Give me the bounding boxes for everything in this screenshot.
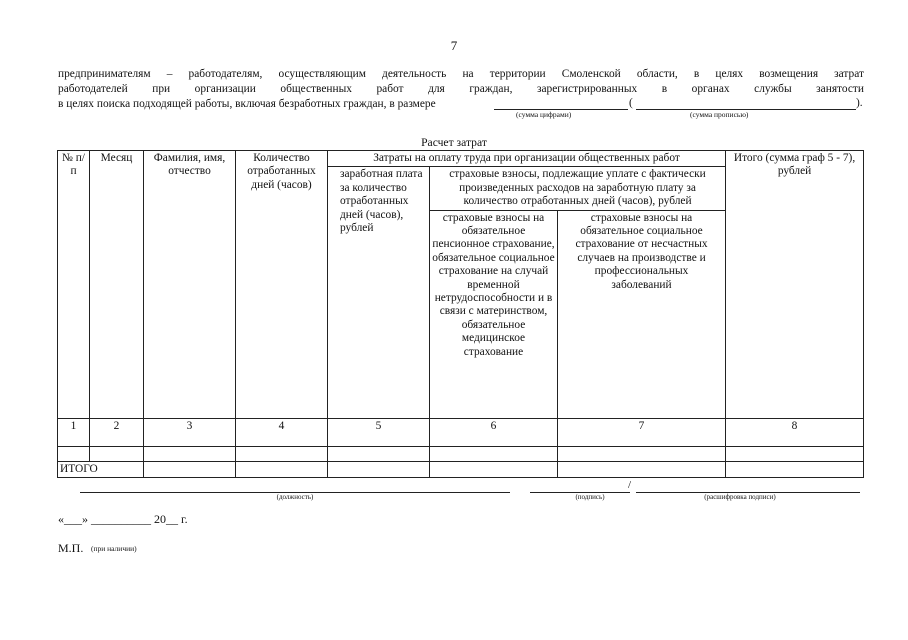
- header-name: Фамилия, имя, отчество: [144, 151, 236, 419]
- caption-sum-digits: (сумма цифрами): [516, 110, 572, 119]
- header-month: Месяц: [90, 151, 144, 419]
- empty-cell: [430, 461, 558, 477]
- empty-cell: [558, 446, 726, 461]
- header-costs: Затраты на оплату труда при организации общественных работ: [328, 151, 726, 167]
- total-row: [58, 461, 864, 477]
- paren-close: ).: [856, 97, 863, 109]
- col-number: 5: [328, 418, 430, 446]
- empty-cell: [430, 446, 558, 461]
- signature-slash: /: [628, 479, 632, 491]
- empty-cell: [726, 446, 864, 461]
- empty-cell: [236, 461, 328, 477]
- col-number: 3: [144, 418, 236, 446]
- header-contrib-accident: страховые взносы на обязательное социальное страхование от несчастных случаев на производстве и профессиональных заболеваний: [558, 210, 726, 418]
- col-number: 1: [58, 418, 90, 446]
- table-title: Расчет затрат: [421, 136, 487, 149]
- caption-position: (должность): [276, 493, 314, 501]
- empty-cell: [144, 461, 236, 477]
- empty-cell: [144, 446, 236, 461]
- empty-cell: [328, 446, 430, 461]
- empty-cell: [328, 461, 430, 477]
- table-row: [58, 446, 864, 461]
- header-contrib-pension: страховые взносы на обязательное пенсионное страхование, обязательное социальное страхование на случай временной нетрудоспособности и в связи с материнством, обязательное медицинское страхование: [430, 210, 558, 418]
- total-row-label: ИТОГО: [58, 461, 144, 477]
- empty-cell: [90, 446, 144, 461]
- intro-line-1: предпринимателям – работодателям, осуществляющим деятельность на территории Смоленской области, в целях возмещения затрат: [58, 68, 864, 80]
- stamp-note: (при наличии): [91, 544, 137, 553]
- caption-signature: (подпись): [575, 493, 605, 501]
- date-line: «___» __________ 20__ г.: [58, 512, 188, 526]
- cost-table: [57, 150, 864, 478]
- col-number: 6: [430, 418, 558, 446]
- header-total: Итого (сумма граф 5 - 7), рублей: [726, 151, 864, 419]
- header-contributions: страховые взносы, подлежащие уплате с фактически произведенных расходов на заработную плату за количество отработанных дней (часов), рублей: [430, 167, 726, 210]
- empty-cell: [58, 446, 90, 461]
- empty-cell: [726, 461, 864, 477]
- caption-sum-words: (сумма прописью): [690, 110, 749, 119]
- col-number: 7: [558, 418, 726, 446]
- intro-line-3: в целях поиска подходящей работы, включая безработных граждан, в размере: [58, 98, 436, 110]
- empty-cell: [558, 461, 726, 477]
- stamp-label: М.П.: [58, 541, 84, 555]
- empty-cell: [236, 446, 328, 461]
- col-number: 8: [726, 418, 864, 446]
- header-days: Количество отработанных дней (часов): [236, 151, 328, 419]
- caption-decode: (расшифровка подписи): [704, 493, 776, 501]
- col-number: 4: [236, 418, 328, 446]
- header-salary: заработная плата за количество отработанных дней (часов), рублей: [328, 167, 430, 418]
- intro-line-2: работодателей при организации общественных работ для граждан, зарегистрированных в органах службы занятости: [58, 83, 864, 95]
- col-number: 2: [90, 418, 144, 446]
- header-no: № п/п: [58, 151, 90, 419]
- page-number: 7: [450, 38, 458, 53]
- paren-open: (: [629, 97, 633, 109]
